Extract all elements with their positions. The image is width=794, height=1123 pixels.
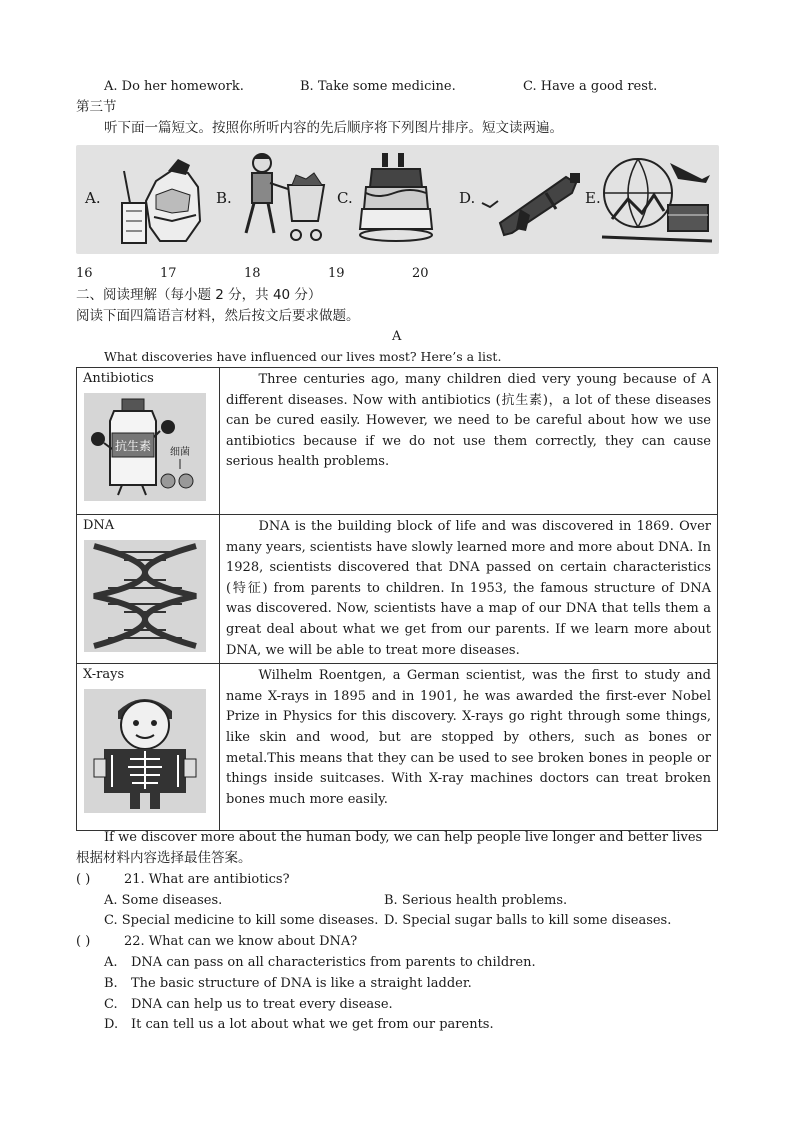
bottle-label: 抗生素 [114,439,152,453]
part2-title: 二、阅读理解（每小题 2 分，共 40 分） [76,287,322,303]
table-row-dna [77,515,718,664]
text-cell [220,664,718,831]
q21-option-c: C. Special medicine to kill some diseases. [104,913,379,928]
q22-option-text: DNA can help us to treat every disease. [131,997,393,1012]
xrays-paragraph: Wilhelm Roentgen, a German scientist, was the first to study and name X-rays in 1895 and in 1901, he was awarded the first-ever Nobel Prize in Physics for this discovery. X-rays go right through some things, like skin and wood, but are stopped by others, such as bones or metal.This means that they can be used to see broken bones in people or things inside suitcases. With X-ray machines doctors can treat broken bones much more easily. [226,668,711,807]
travel-globe-icon [598,149,716,249]
shopping-cart-icon [236,149,331,247]
q22-stem: 22. What can we know about DNA? [124,934,358,949]
top-option-b: B. Take some medicine. [300,79,456,94]
picture-strip [76,145,719,254]
section3-instruction: 听下面一篇短文。按照你所听内容的先后顺序将下列图片排序。短文读两遍。 [104,120,563,136]
q22-answer-blank[interactable]: ( ) [76,934,91,949]
picture-letter-b: B. [216,189,232,207]
top-option-c: C. Have a good rest. [523,79,658,94]
row-label-antibiotics: Antibiotics [83,371,154,386]
q21-stem: 21. What are antibiotics? [124,872,290,887]
q21-option-d: D. Special sugar balls to kill some diseases. [384,913,672,928]
q22-option-letter: C. [104,997,118,1012]
picture-letter-a: A. [85,189,101,207]
order-number-20: 20 [412,266,429,281]
text-cell [220,368,718,515]
q21-option-b: B. Serious health problems. [384,893,568,908]
order-number-18: 18 [244,266,261,281]
q22-option-letter: B. [104,976,118,991]
q22-option-text: The basic structure of DNA is like a straight ladder. [131,976,472,991]
choose-instruction: 根据材料内容选择最佳答案。 [76,850,252,866]
dna-paragraph: DNA is the building block of life and was discovered in 1869. Over many years, scientists have slowly learned more and more about DNA. In 1928, scientists discovered that DNA passed on certain characteristics (特征) from parents to children. In 1953, the famous structure of DNA was discovered. Now, scientists have a map of our DNA that tells them a great deal about what we get from our parents. If we learn more about DNA, we will be able to treat more diseases. [226,519,711,658]
row-label-dna: DNA [83,518,115,533]
part2-instruction: 阅读下面四篇语言材料，然后按文后要求做题。 [76,308,360,324]
dna-helix-icon [84,540,206,652]
passage-intro: What discoveries have influenced our lives most? Here’s a list. [104,349,502,364]
order-number-17: 17 [160,266,177,281]
picture-letter-d: D. [459,189,476,207]
q22-option-text: It can tell us a lot about what we get from our parents. [131,1017,494,1032]
germs-label: 细菌 [170,447,190,458]
antibiotics-bottle-icon [84,393,206,501]
picture-letter-c: C. [337,189,353,207]
discovery-table [76,367,718,831]
passage-letter: A [392,329,402,344]
text-cell [220,515,718,664]
label-cell [77,664,220,831]
top-option-a: A. Do her homework. [104,79,244,94]
passage-conclusion: If we discover more about the human body, we can help people live longer and better lives [104,830,703,845]
label-cell [77,368,220,515]
q21-option-a: A. Some diseases. [104,893,223,908]
xray-person-icon [84,689,206,813]
order-number-16: 16 [76,266,93,281]
table-row-antibiotics [77,368,718,515]
trash-bin-icon [116,151,206,247]
q21-answer-blank[interactable]: ( ) [76,872,91,887]
row-label-xrays: X-rays [83,667,125,683]
picture-letter-e: E. [585,189,601,207]
q22-option-letter: D. [104,1017,119,1032]
section3-title: 第三节 [76,99,117,115]
antibiotics-paragraph: Three centuries ago, many children died very young because of A different diseases. Now with antibiotics (抗生素)，a lot of these diseases can be cured easily. However, we need to be careful about how we use antibiotics because if we do not use them correctly, they can cause serious health problems. [226,372,711,470]
q22-option-text: DNA can pass on all characteristics from parents to children. [131,955,536,970]
toy-gun-icon [476,159,586,243]
q22-option-letter: A. [104,955,118,970]
birthday-cake-icon [358,151,438,245]
table-row-xrays [77,664,718,831]
order-number-19: 19 [328,266,345,281]
label-cell [77,515,220,664]
